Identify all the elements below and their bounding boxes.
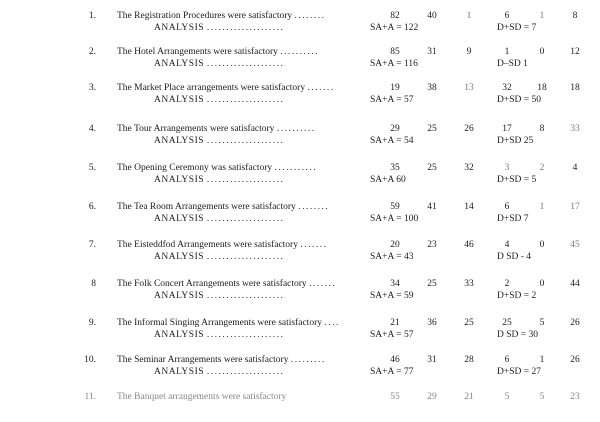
extra-count: 26	[570, 318, 580, 328]
analysis-label: ANALYSIS ....................	[154, 95, 285, 105]
undecided-count: 21	[464, 392, 474, 402]
disagree-count: 6	[504, 202, 510, 212]
agree-count: 38	[427, 83, 437, 93]
agree-count: 36	[427, 318, 437, 328]
item-number: 1.	[88, 11, 96, 21]
disagree-total: D+SD 25	[497, 136, 534, 146]
item-statement: The Banquet arrangements were satisfactory	[117, 392, 287, 402]
agree-total: SA+A = 100	[370, 214, 419, 224]
disagree-count: 32	[502, 83, 512, 93]
item-number: 3.	[88, 83, 96, 93]
analysis-label: ANALYSIS ....................	[154, 175, 285, 185]
strongly-agree-count: 46	[390, 355, 400, 365]
disagree-count: 2	[504, 279, 510, 289]
disagree-total: D+SD = 27	[497, 367, 541, 377]
disagree-total: D–SD 1	[497, 59, 528, 69]
survey-item	[0, 279, 600, 309]
item-statement: The Informal Singing Arrangements were satisfactory ....	[117, 318, 340, 328]
undecided-count: 13	[464, 83, 474, 93]
analysis-row	[0, 367, 600, 379]
undecided-count: 14	[464, 202, 474, 212]
survey-item	[0, 83, 600, 113]
analysis-row	[0, 136, 600, 148]
agree-total: SA+A = 54	[370, 136, 414, 146]
item-number: 6.	[88, 202, 96, 212]
disagree-total: D+SD = 5	[497, 175, 537, 185]
agree-total: SA+A = 59	[370, 291, 414, 301]
disagree-count: 3	[504, 163, 510, 173]
analysis-label: ANALYSIS ....................	[154, 136, 285, 146]
strongly-agree-count: 55	[390, 392, 400, 402]
survey-item	[0, 124, 600, 154]
strongly-agree-count: 21	[390, 318, 400, 328]
survey-item	[0, 163, 600, 193]
disagree-count: 1	[504, 47, 510, 57]
agree-count: 23	[427, 240, 437, 250]
undecided-count: 26	[464, 124, 474, 134]
agree-count: 29	[427, 392, 437, 402]
undecided-count: 9	[466, 47, 472, 57]
strongly-disagree-count: 8	[539, 124, 545, 134]
strongly-agree-count: 34	[390, 279, 400, 289]
item-number: 5.	[88, 163, 96, 173]
agree-total: SA+A 60	[370, 175, 406, 185]
disagree-total: D+SD = 50	[497, 95, 541, 105]
disagree-count: 6	[504, 11, 510, 21]
disagree-count: 25	[502, 318, 512, 328]
analysis-label: ANALYSIS ....................	[154, 291, 285, 301]
disagree-count: 4	[504, 240, 510, 250]
strongly-agree-count: 19	[390, 83, 400, 93]
item-number: 11.	[84, 392, 96, 402]
survey-item	[0, 47, 600, 77]
survey-item	[0, 202, 600, 232]
analysis-label: ANALYSIS ....................	[154, 59, 285, 69]
agree-count: 41	[427, 202, 437, 212]
extra-count: 23	[570, 392, 580, 402]
agree-count: 25	[427, 124, 437, 134]
analysis-row	[0, 95, 600, 107]
item-statement: The Opening Ceremony was satisfactory ...........	[117, 163, 318, 173]
extra-count: 18	[570, 83, 580, 93]
strongly-disagree-count: 1	[539, 202, 545, 212]
survey-item	[0, 392, 600, 422]
analysis-row	[0, 291, 600, 303]
strongly-disagree-count: 2	[539, 163, 545, 173]
item-statement: The Registration Procedures were satisfactory ........	[117, 11, 326, 21]
extra-count: 44	[570, 279, 580, 289]
strongly-agree-count: 82	[390, 11, 400, 21]
strongly-disagree-count: 18	[537, 83, 547, 93]
undecided-count: 46	[464, 240, 474, 250]
extra-count: 17	[570, 202, 580, 212]
undecided-count: 33	[464, 279, 474, 289]
agree-count: 25	[427, 279, 437, 289]
disagree-total: D+SD = 2	[497, 291, 537, 301]
strongly-agree-count: 85	[390, 47, 400, 57]
extra-count: 33	[570, 124, 580, 134]
item-statement: The Market Place arrangements were satisfactory .......	[117, 83, 335, 93]
item-number: 2.	[88, 47, 96, 57]
strongly-agree-count: 59	[390, 202, 400, 212]
agree-total: SA+A = 77	[370, 367, 414, 377]
agree-count: 40	[427, 11, 437, 21]
item-statement: The Tour Arrangements were satisfactory ..........	[117, 124, 316, 134]
analysis-label: ANALYSIS ....................	[154, 252, 285, 262]
extra-count: 45	[570, 240, 580, 250]
survey-item	[0, 240, 600, 270]
analysis-row	[0, 175, 600, 187]
item-statement: The Folk Concert Arrangements were satisfactory .......	[117, 279, 337, 289]
strongly-disagree-count: 0	[539, 279, 545, 289]
item-number: 8	[91, 279, 96, 289]
item-number: 4.	[88, 124, 96, 134]
undecided-count: 1	[466, 11, 472, 21]
analysis-label: ANALYSIS ....................	[154, 23, 285, 33]
survey-item	[0, 318, 600, 348]
analysis-label: ANALYSIS ....................	[154, 330, 285, 340]
disagree-total: D+SD 7	[497, 214, 529, 224]
item-number: 10.	[84, 355, 96, 365]
agree-count: 25	[427, 163, 437, 173]
strongly-disagree-count: 5	[539, 318, 545, 328]
analysis-row	[0, 59, 600, 71]
agree-total: SA+A = 122	[370, 23, 419, 33]
strongly-disagree-count: 0	[539, 47, 545, 57]
strongly-disagree-count: 1	[539, 355, 545, 365]
agree-count: 31	[427, 355, 437, 365]
strongly-disagree-count: 5	[539, 392, 545, 402]
extra-count: 4	[572, 163, 578, 173]
item-statement: The Seminar Arrangements were satisfactory .........	[117, 355, 326, 365]
item-statement: The Tea Room Arrangements were satisfactory ........	[117, 202, 330, 212]
strongly-agree-count: 20	[390, 240, 400, 250]
item-number: 9.	[88, 318, 96, 328]
undecided-count: 32	[464, 163, 474, 173]
agree-total: SA+A = 57	[370, 330, 414, 340]
strongly-disagree-count: 1	[539, 11, 545, 21]
analysis-label: ANALYSIS ....................	[154, 214, 285, 224]
extra-count: 26	[570, 355, 580, 365]
item-statement: The Hotel Arrangements were satisfactory ..........	[117, 47, 320, 57]
survey-item	[0, 11, 600, 41]
strongly-disagree-count: 0	[539, 240, 545, 250]
analysis-row	[0, 23, 600, 35]
disagree-count: 6	[504, 355, 510, 365]
disagree-count: 5	[504, 392, 510, 402]
undecided-count: 25	[464, 318, 474, 328]
strongly-agree-count: 35	[390, 163, 400, 173]
survey-item	[0, 355, 600, 385]
undecided-count: 28	[464, 355, 474, 365]
agree-total: SA+A = 43	[370, 252, 414, 262]
extra-count: 12	[570, 47, 580, 57]
agree-count: 31	[427, 47, 437, 57]
analysis-label: ANALYSIS ....................	[154, 367, 285, 377]
disagree-total: D SD = 30	[497, 330, 538, 340]
item-statement: The Eisteddfod Arrangements were satisfactory .......	[117, 240, 328, 250]
disagree-count: 17	[502, 124, 512, 134]
strongly-agree-count: 29	[390, 124, 400, 134]
agree-total: SA+A = 57	[370, 95, 414, 105]
extra-count: 8	[572, 11, 578, 21]
disagree-total: D+SD = 7	[497, 23, 537, 33]
analysis-row	[0, 252, 600, 264]
disagree-total: D SD - 4	[497, 252, 532, 262]
analysis-row	[0, 330, 600, 342]
item-number: 7.	[88, 240, 96, 250]
analysis-row	[0, 214, 600, 226]
agree-total: SA+A = 116	[370, 59, 418, 69]
